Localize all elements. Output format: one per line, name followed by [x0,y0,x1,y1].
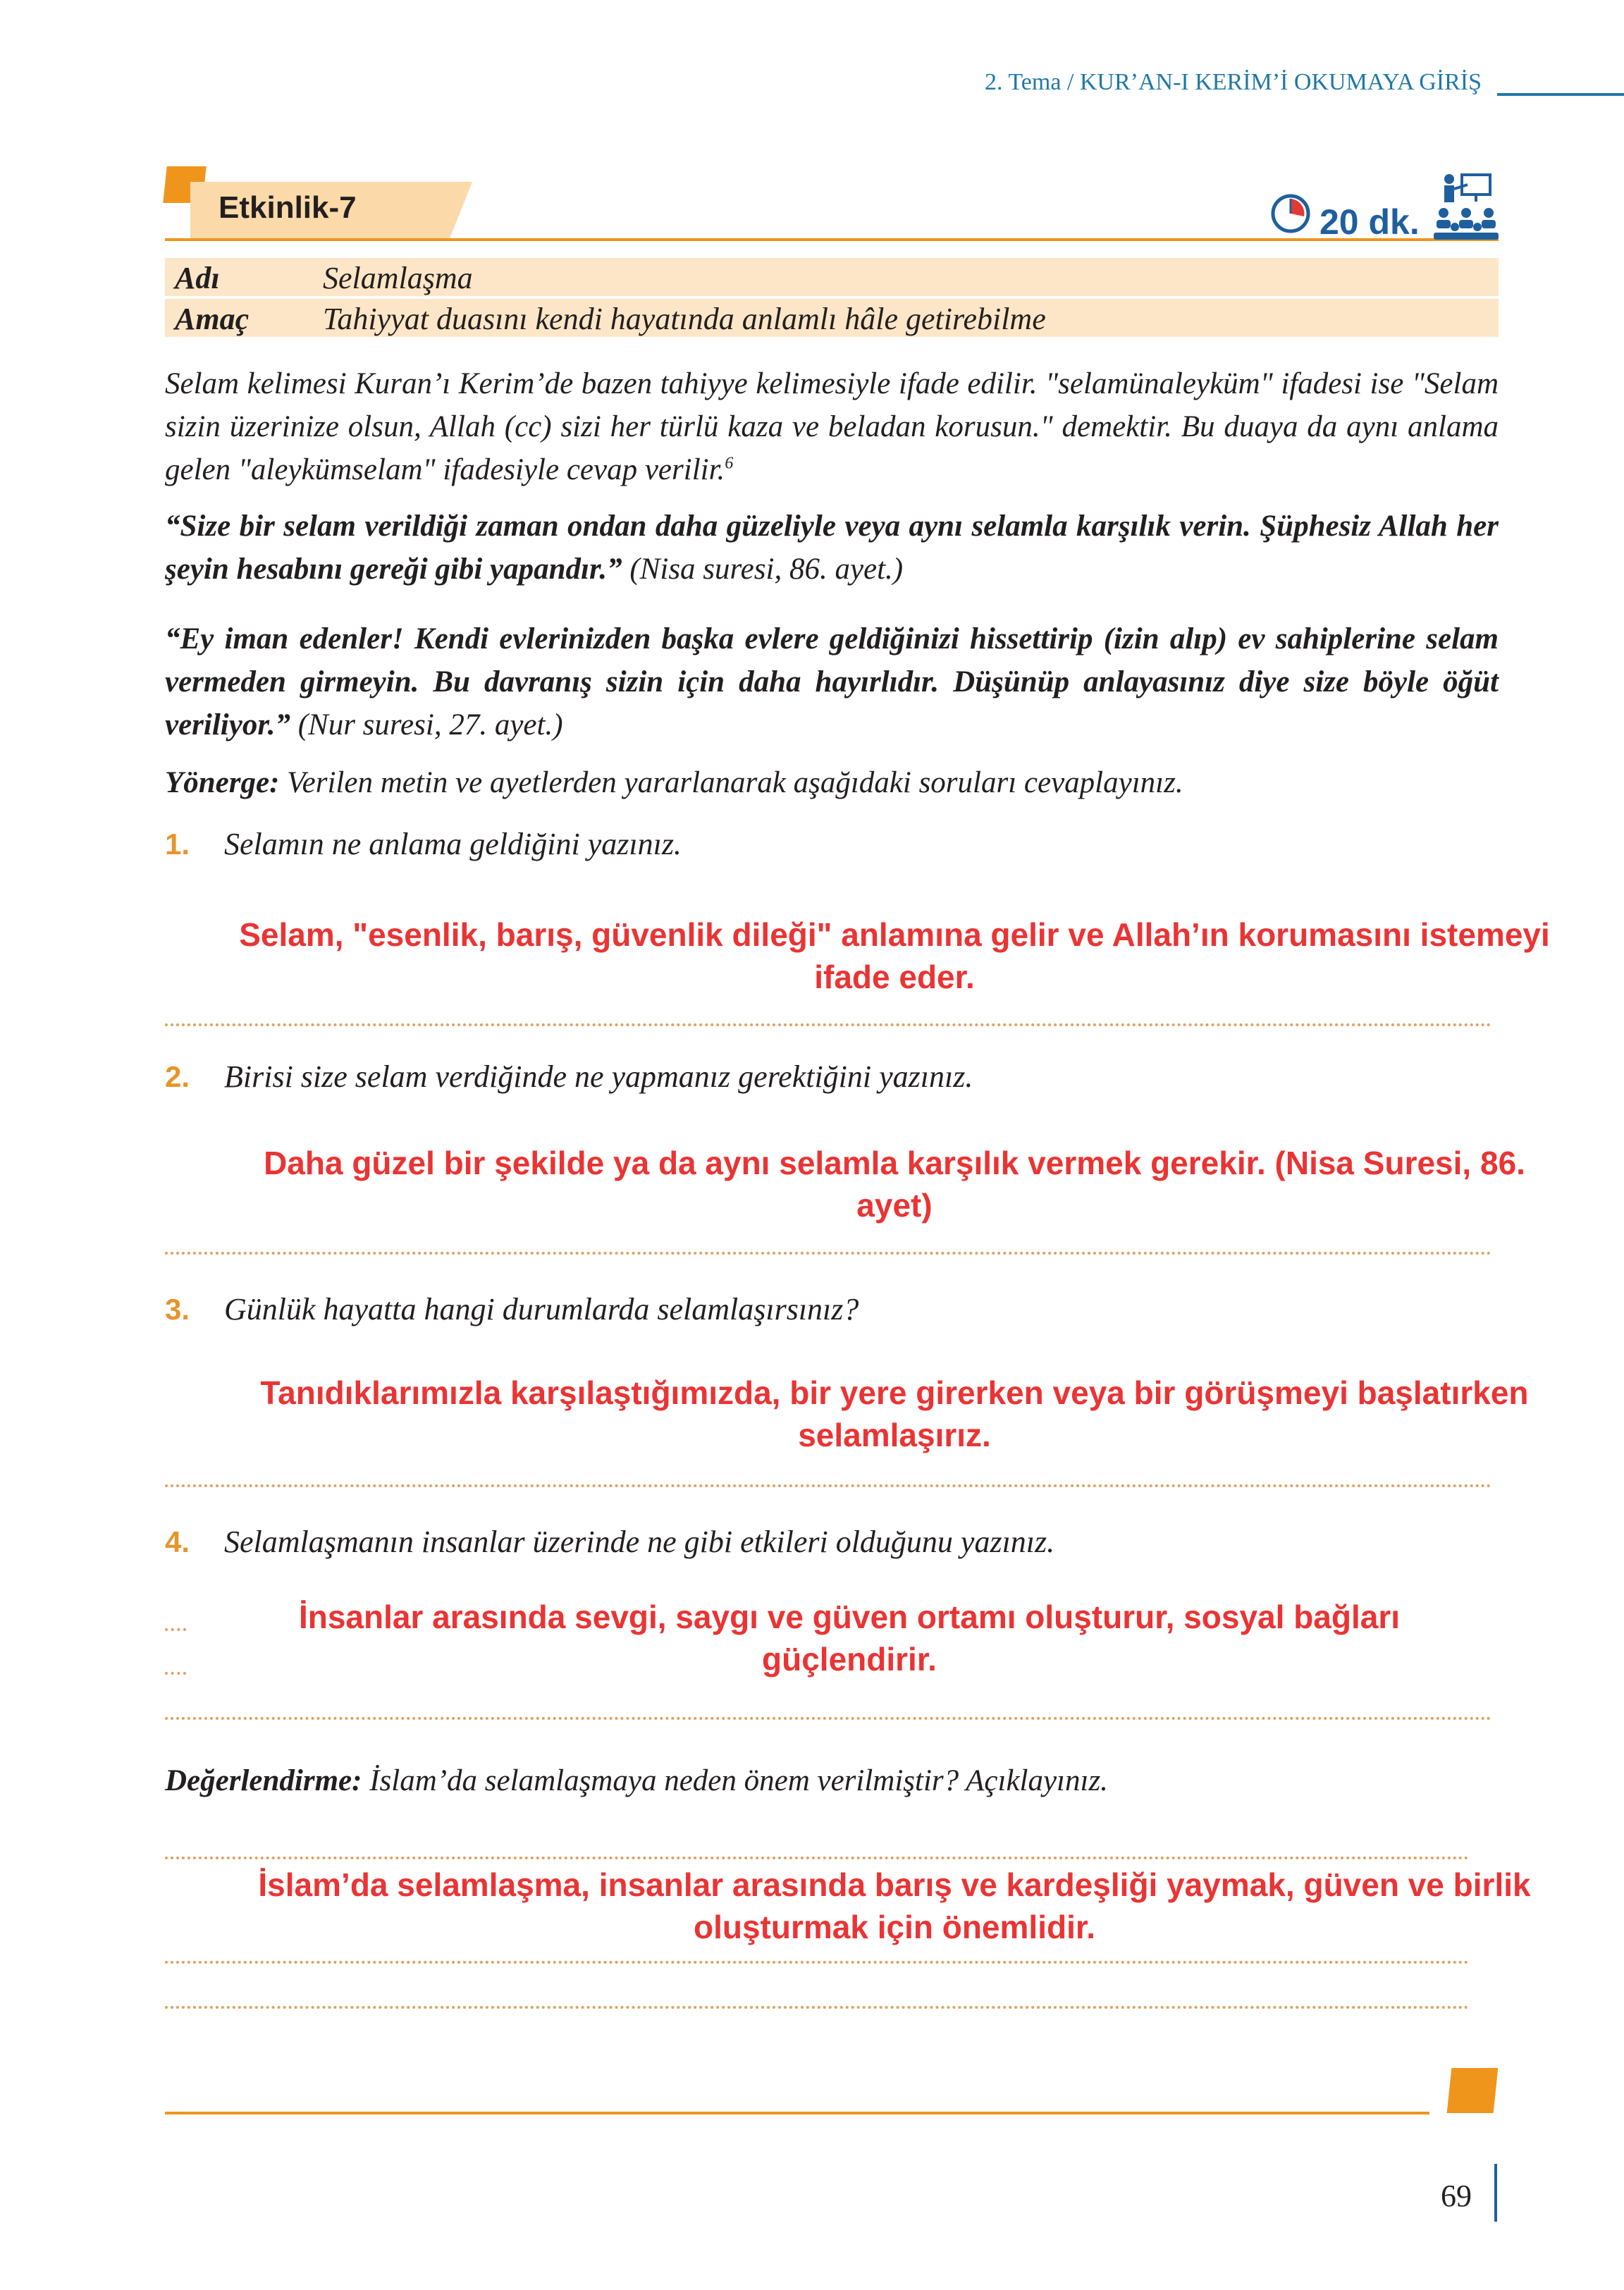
directive [165,761,1499,804]
quote-nur [165,617,1499,746]
evaluation-label: Değerlendirme: [165,1764,362,1797]
answer-line-dotted [165,1857,1469,1859]
quote-nisa [165,505,1499,591]
question-number: 2. [165,1060,190,1093]
quote-text: “Ey iman edenler! Kendi evlerinizden başka evlere geldiğinizi hissettirip (izin alıp) ev sahiplerine selam vermeden girmeyin. Bu davranış sizin için daha hayırlıdır. Düşünüp anlayasınız diye size böyle öğüt veriliyor.” [165,622,1499,741]
answer-text [165,1142,1624,1226]
question-text: Günlük hayatta hangi durumlarda selamlaşırsınız? [224,1292,859,1326]
answer-line: ayet) [856,1187,933,1224]
activity-title: Etkinlik-7 [219,190,357,225]
answer-line: Selam, "esenlik, barış, güvenlik dileği" anlamına gelir ve Allah’ın korumasını istemeyi [239,916,1550,953]
answer-line: oluşturmak için önemlidir. [693,1909,1095,1945]
answer-line: güçlendirir. [762,1641,937,1678]
info-label-goal: Amaç [175,302,250,336]
footnote-marker: 6 [725,454,734,473]
footer-accent-square [1447,2068,1499,2113]
answer-text [233,1596,1466,1680]
evaluation-text: İslam’da selamlaşmaya neden önem verilmiştir? Açıklayınız. [362,1764,1108,1797]
question-number: 4. [165,1525,190,1558]
header-rule [1497,93,1624,96]
answer-text [165,913,1624,998]
answer-line-dotted [165,1961,1469,1964]
info-value-goal: Tahiyyat duasını kendi hayatında anlamlı hâle getirebilme [323,302,1046,336]
answer-line-dotted [165,2006,1469,2009]
intro-text: Selam kelimesi Kuran’ı Kerim’de bazen tahiyye kelimesiyle ifade edilir. "selamünaleyküm" ifadesi ise "Selam sizin üzerinize olsun, Allah (cc) sizi her türlü kaza ve beladan korusun." demektir. Bu duaya da aynı anlama gelen "aleykümselam" ifadesiyle cevap verilir. [165,367,1499,486]
question-text: Selamın ne anlama geldiğini yazınız. [224,827,682,861]
directive-text: Verilen metin ve ayetlerden yararlanarak aşağıdaki soruları cevaplayınız. [279,766,1183,799]
question-number: 3. [165,1293,190,1326]
answer-line: selamlaşırız. [798,1417,991,1453]
info-label-name: Adı [175,261,220,295]
footer-rule [165,2112,1429,2114]
evaluation-prompt [165,1759,1499,1802]
page-number: 69 [1441,2179,1472,2213]
question-text: Birisi size selam verdiğinde ne yapmanız gerektiğini yazınız. [224,1059,973,1094]
evaluation-answer [165,1864,1624,1948]
info-value-name: Selamlaşma [323,261,473,295]
classroom-icon [1434,172,1499,240]
answer-line: ifade eder. [814,959,975,995]
quote-text: “Size bir selam verildiği zaman ondan daha güzeliyle veya aynı selamla karşılık verin. Şüphesiz Allah her şeyin hesabını gereği gibi yapandır.” [165,510,1499,586]
answer-line-dotted [165,1484,1491,1487]
quote-source: (Nisa suresi, 86. ayet.) [622,553,904,586]
answer-line-dotted [165,1023,1491,1026]
answer-line: Daha güzel bir şekilde ya da aynı selamla karşılık vermek gerekir. (Nisa Suresi, 86. [264,1145,1525,1181]
answer-line-dotted [165,1252,1491,1255]
page-number-bar [1494,2164,1497,2222]
quote-source: (Nur suresi, 27. ayet.) [290,708,563,741]
question-number: 1. [165,827,190,861]
activity-duration: 20 dk. [1320,202,1420,242]
answer-line-dotted-stub [165,1672,186,1675]
intro-paragraph [165,362,1499,491]
clock-icon [1270,193,1311,234]
answer-line: İslam’da selamlaşma, insanlar arasında barış ve kardeşliği yaymak, güven ve birlik [258,1866,1531,1903]
answer-line: Tanıdıklarımızla karşılaştığımızda, bir yere girerken veya bir görüşmeyi başlatırken [260,1374,1529,1411]
answer-line-dotted-stub [165,1628,186,1631]
answer-line: İnsanlar arasında sevgi, saygı ve güven ortamı oluşturur, sosyal bağları [298,1599,1401,1635]
directive-label: Yönerge: [165,766,280,799]
answer-text [165,1372,1624,1456]
running-header: 2. Tema / KUR’AN-I KERİM’İ OKUMAYA GİRİŞ [985,69,1482,95]
activity-rule [165,238,1499,241]
question-text: Selamlaşmanın insanlar üzerinde ne gibi etkileri olduğunu yazınız. [224,1525,1055,1559]
answer-line-dotted [165,1717,1491,1720]
